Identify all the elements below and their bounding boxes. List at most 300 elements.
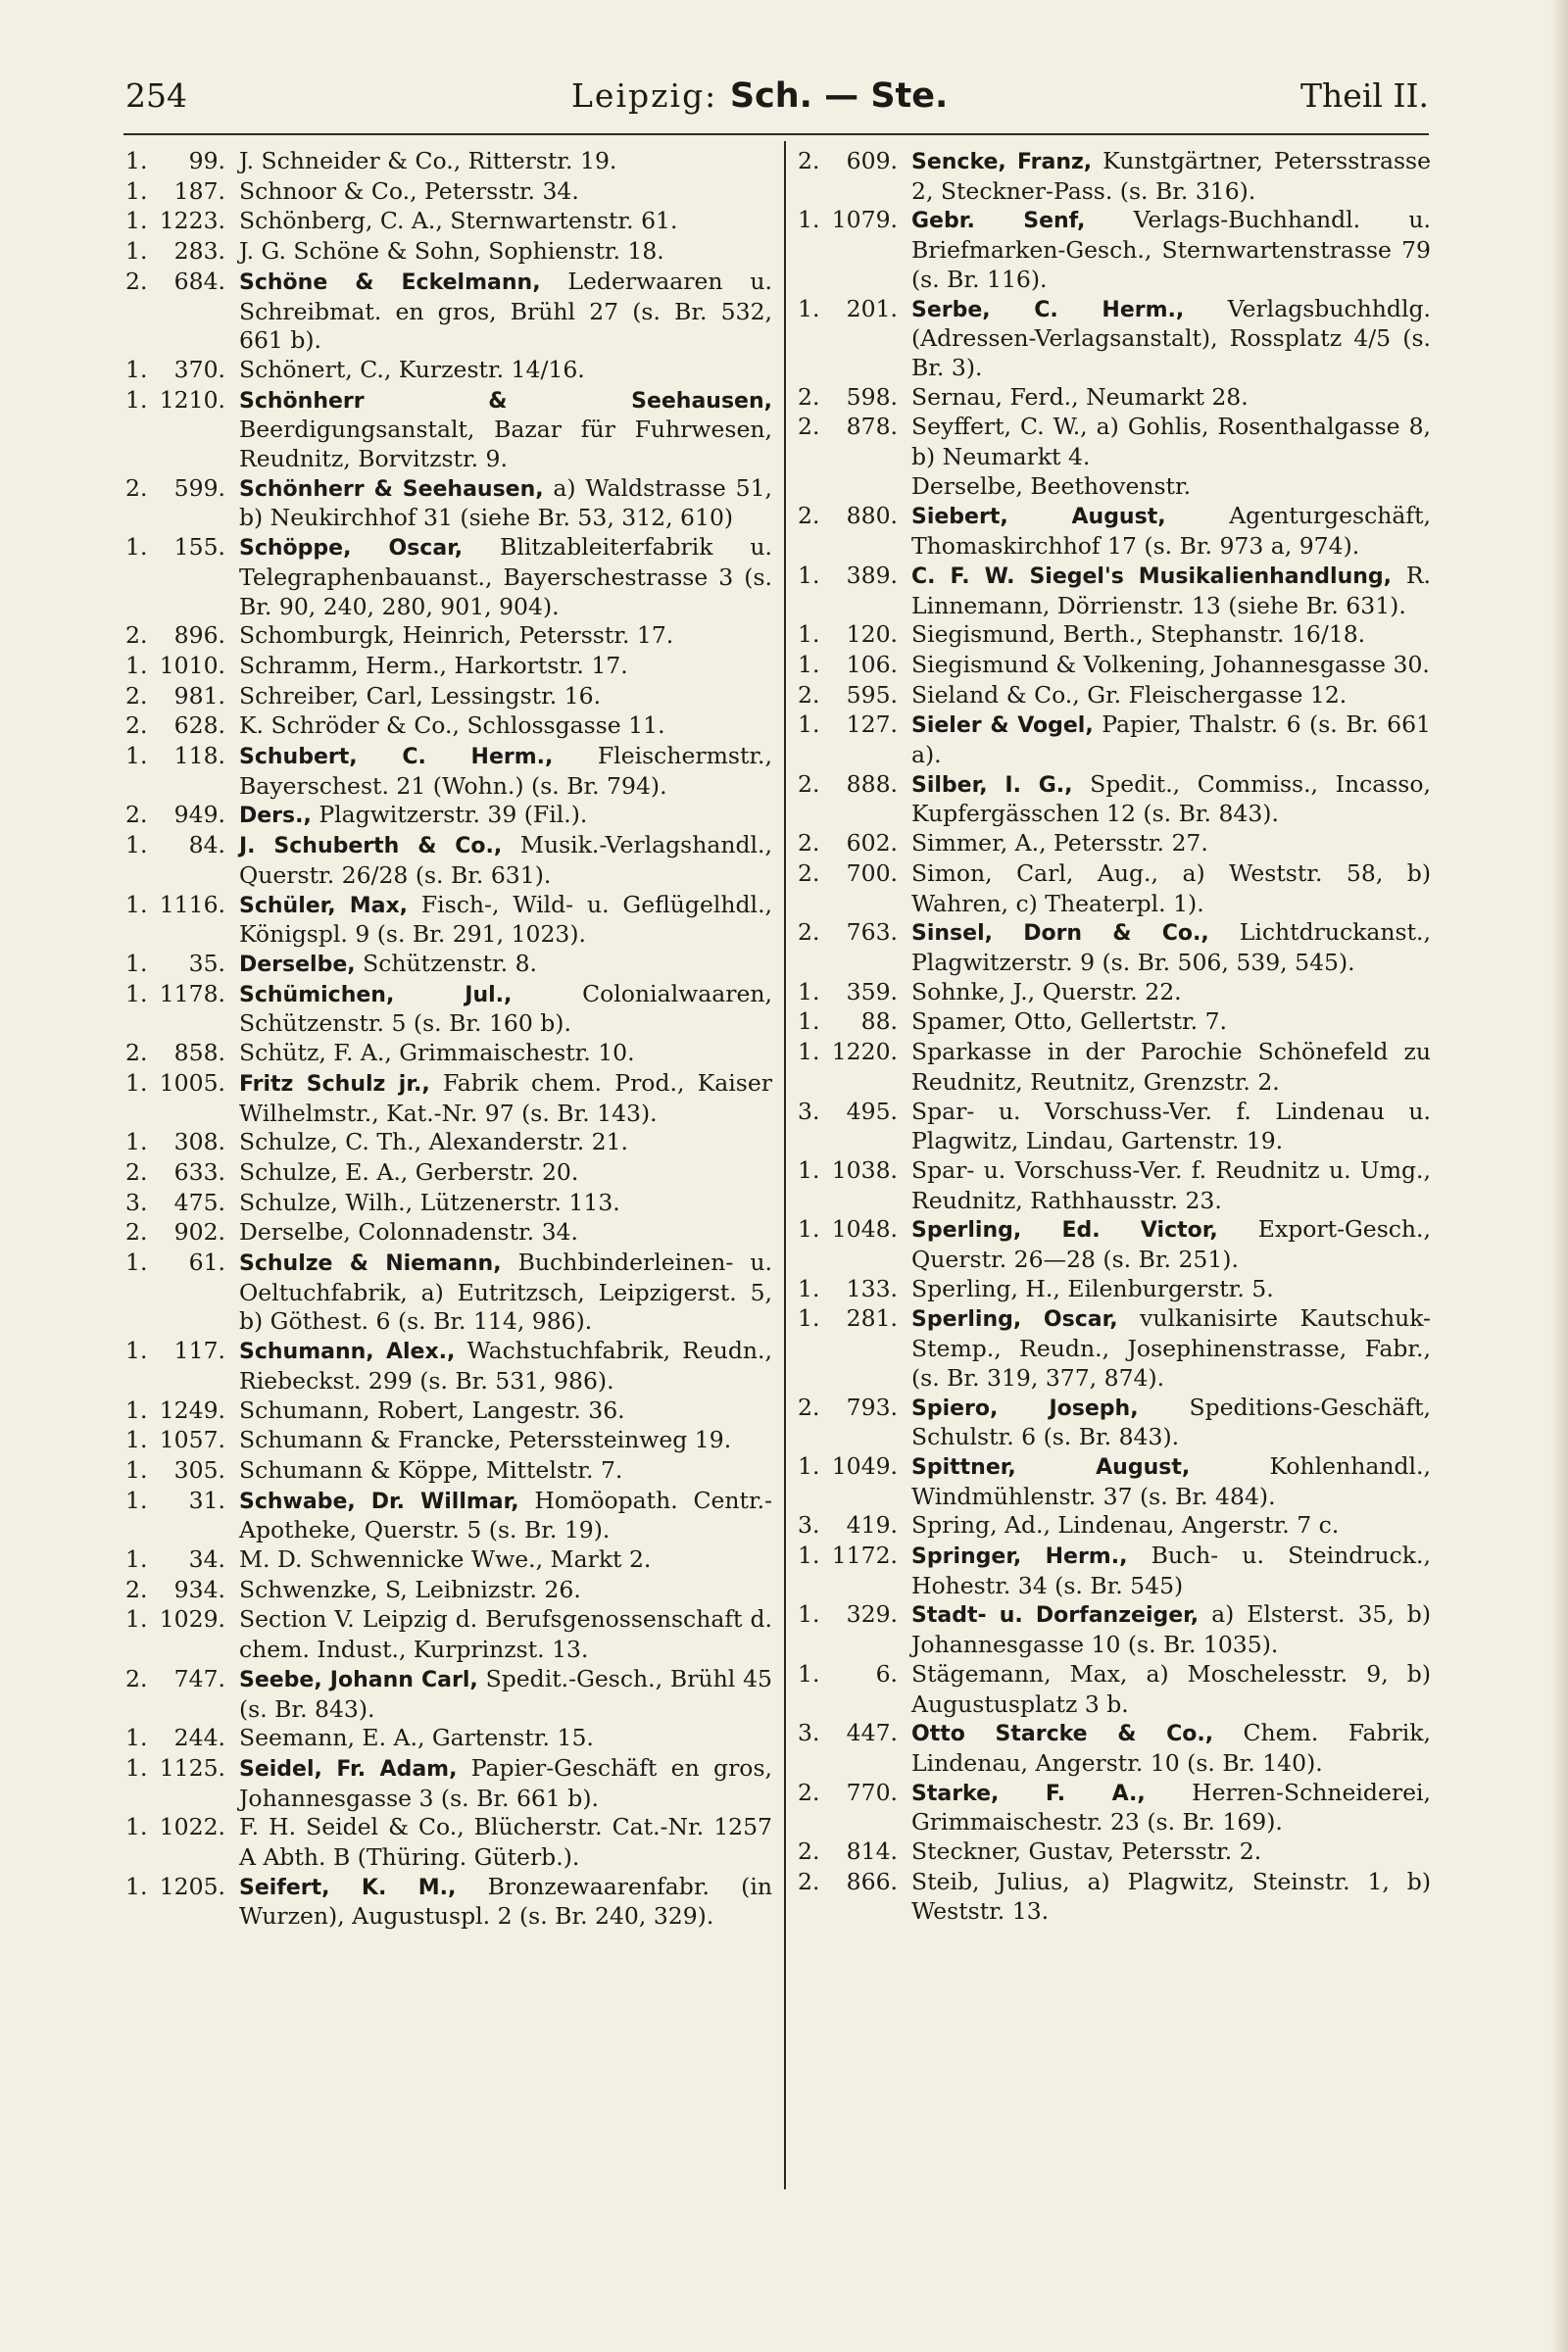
- entry-number: 1029.: [159, 1605, 225, 1634]
- entry-text: [239, 1754, 772, 1813]
- directory-entry: [798, 1304, 1431, 1393]
- entry-firm-name: Schöne & Eckelmann,: [239, 270, 541, 295]
- entry-number: 389.: [846, 561, 898, 589]
- entry-zone: 1.: [125, 1068, 148, 1097]
- entry-details: Schreiber, Carl, Lessingstr. 16.: [239, 681, 602, 710]
- entry-number: 934.: [173, 1575, 225, 1603]
- entry-details: J. G. Schöne & Sohn, Sophienstr. 18.: [239, 237, 664, 266]
- entry-zone: 1.: [125, 533, 148, 562]
- entry-details: Schnoor & Co., Petersstr. 34.: [239, 176, 579, 205]
- entry-details: Colonialwaaren, Schützenstr. 5 (s. Br. 160 b).: [239, 979, 772, 1038]
- directory-entry: [798, 1868, 1431, 1927]
- entry-text: [911, 1779, 1431, 1838]
- entry-details: Schumann & Köppe, Mittelstr. 7.: [239, 1455, 623, 1484]
- entry-number: 1116.: [159, 890, 225, 918]
- entry-zone: [798, 472, 825, 503]
- entry-details: Agenturgeschäft, Thomaskirchhof 17 (s. Br. 973 a, 974).: [911, 502, 1431, 561]
- entry-details: Schulze, Wilh., Lützenerstr. 113.: [239, 1188, 620, 1216]
- entry-text: [911, 1838, 1431, 1868]
- entry-details: F. H. Seidel & Co., Blücherstr. Cat.-Nr. 1257 A Abth. B (Thüring. Güterb.).: [239, 1813, 772, 1872]
- entry-details: Verlags-Buchhandl. u. Briefmarken-Gesch., Sternwartenstrasse 79 (s. Br. 116).: [911, 206, 1431, 293]
- entry-zone: 2.: [798, 1838, 820, 1866]
- directory-entry: [125, 147, 772, 177]
- entry-details: Speditions-Geschäft, Schulstr. 6 (s. Br. 843).: [911, 1393, 1432, 1451]
- directory-entry: [798, 620, 1431, 651]
- entry-firm-name: Gebr. Senf,: [911, 209, 1086, 234]
- entry-number: 88.: [860, 1007, 898, 1036]
- entry-zone: 1.: [798, 1155, 820, 1184]
- entry-details: Fabrik chem. Prod., Kaiser Wilhelmstr., Kat.-Nr. 97 (s. Br. 143).: [239, 1068, 772, 1127]
- entry-number: 793.: [846, 1393, 898, 1421]
- right-column: [798, 147, 1431, 1927]
- entry-text: [239, 1813, 772, 1872]
- entry-firm-name: Spittner, August,: [911, 1454, 1191, 1480]
- entry-details: Fisch-, Wild- u. Geflügelhdl., Königspl. 9 (s. Br. 291, 1023).: [239, 890, 773, 949]
- entry-details: J. Schneider & Co., Ritterstr. 19.: [239, 147, 617, 174]
- directory-entry: [125, 831, 772, 890]
- entry-number: 370.: [173, 355, 225, 383]
- entry-number: 201.: [846, 294, 898, 322]
- directory-entry: [125, 950, 772, 980]
- directory-entry: [798, 562, 1431, 620]
- entry-firm-name: J. Schuberth & Co.,: [239, 834, 503, 859]
- entry-firm-name: Ders.,: [239, 804, 312, 829]
- entry-number: 31.: [188, 1486, 225, 1514]
- entry-number: 1220.: [831, 1038, 898, 1066]
- directory-entry: [125, 177, 772, 208]
- directory-entry: [798, 1542, 1431, 1600]
- entry-text: [911, 978, 1431, 1008]
- entry-number: 118.: [173, 742, 225, 770]
- entry-zone: 2.: [125, 1157, 148, 1186]
- entry-firm-name: Schönherr & Seehausen,: [239, 388, 772, 414]
- entry-zone: 1.: [125, 1486, 148, 1514]
- entry-zone: 3.: [125, 1188, 148, 1216]
- entry-zone: 1.: [798, 710, 820, 739]
- entry-number: 858.: [173, 1039, 225, 1067]
- entry-details: M. D. Schwennicke Wwe., Markt 2.: [239, 1545, 652, 1574]
- entry-text: [239, 831, 772, 890]
- entry-zone: 1.: [125, 1249, 148, 1277]
- directory-entry: [125, 1665, 772, 1724]
- entry-text: [239, 1039, 772, 1069]
- entry-details: Seyffert, C. W., a) Gohlis, Rosenthalgasse 8, b) Neumarkt 4.: [911, 413, 1431, 471]
- entry-details: vulkanisirte Kautschuk-Stemp., Reudn., Josephinenstrasse, Fabr., (s. Br. 319, 377, 874).: [911, 1304, 1431, 1392]
- entry-number: 602.: [846, 829, 898, 858]
- entry-zone: 2.: [125, 473, 148, 502]
- directory-entry: [798, 1452, 1431, 1511]
- entry-text: [911, 710, 1431, 769]
- entry-details: Lederwaaren u. Schreibmat. en gros, Brühl 27 (s. Br. 532, 661 b).: [239, 267, 772, 355]
- directory-entry: [798, 1215, 1431, 1274]
- entry-number: 1210.: [159, 385, 225, 414]
- entry-zone: 1.: [798, 1451, 820, 1480]
- entry-details: Homöopath. Centr.-Apotheke, Querstr. 5 (s. Br. 19).: [239, 1486, 773, 1544]
- directory-entry: [798, 1007, 1431, 1038]
- directory-entry: [125, 207, 772, 237]
- entry-text: [911, 562, 1431, 620]
- entry-zone: 1.: [125, 949, 148, 977]
- directory-entry: [125, 1487, 772, 1545]
- entry-zone: 2.: [798, 858, 820, 887]
- entry-zone: 1.: [125, 1545, 148, 1574]
- entry-details: Schomburgk, Heinrich, Petersstr. 17.: [239, 621, 674, 650]
- entry-firm-name: Sperling, Ed. Victor,: [911, 1218, 1218, 1244]
- entry-number: 633.: [173, 1157, 225, 1186]
- directory-entry: [125, 1189, 772, 1219]
- part-label: Theil II.: [1300, 76, 1429, 115]
- entry-details: Spamer, Otto, Gellertstr. 7.: [911, 1007, 1227, 1036]
- entry-firm-name: Schumann, Alex.,: [239, 1340, 456, 1365]
- entry-zone: 1.: [125, 742, 148, 770]
- entry-number: 763.: [846, 918, 898, 947]
- entry-details: Herren-Schneiderei, Grimmaischestr. 23 (s. Br. 169).: [911, 1778, 1431, 1837]
- entry-number: 1049.: [831, 1451, 898, 1480]
- entry-firm-name: Schönherr & Seehausen,: [239, 476, 544, 502]
- entry-number: 283.: [173, 237, 225, 266]
- entry-details: Wachstuchfabrik, Reudn., Riebeckst. 299 (s. Br. 531, 986).: [239, 1337, 772, 1395]
- entry-text: [911, 1215, 1431, 1274]
- entry-zone: 1.: [125, 1872, 148, 1900]
- entry-text: [911, 502, 1431, 561]
- entry-firm-name: Springer, Herm.,: [911, 1544, 1128, 1570]
- entry-zone: 2.: [125, 711, 148, 740]
- entry-details: Sernau, Ferd., Neumarkt 28.: [911, 382, 1249, 411]
- entry-details: Sparkasse in der Parochie Schönefeld zu Reudnitz, Reutnitz, Grenzstr. 2.: [911, 1038, 1431, 1096]
- entry-zone: 1.: [125, 1396, 148, 1424]
- entry-zone: 2.: [798, 1778, 820, 1806]
- entry-number: 1079.: [831, 206, 898, 234]
- entry-zone: 2.: [798, 382, 820, 411]
- entry-text: [911, 829, 1431, 859]
- entry-zone: 3.: [798, 1511, 820, 1540]
- entry-text: [239, 801, 772, 831]
- entry-text: [239, 1456, 772, 1487]
- entry-number: 155.: [173, 533, 225, 562]
- entry-text: [239, 1069, 772, 1128]
- entry-zone: 1.: [125, 385, 148, 414]
- directory-entry: [125, 268, 772, 356]
- entry-firm-name: Sencke, Franz,: [911, 150, 1093, 174]
- entry-zone: 1.: [125, 1724, 148, 1752]
- directory-entry: [798, 770, 1431, 829]
- entry-firm-name: Siebert, August,: [911, 505, 1166, 530]
- entry-firm-name: Serbe, C. Herm.,: [911, 297, 1185, 322]
- entry-firm-name: Silber, I. G.,: [911, 772, 1073, 798]
- entry-details: Spar- u. Vorschuss-Ver. f. Lindenau u. Plagwitz, Lindau, Gartenstr. 19.: [911, 1097, 1431, 1155]
- entry-number: 35.: [188, 949, 225, 977]
- entry-zone: 1.: [125, 1337, 148, 1365]
- directory-entry: [125, 1249, 772, 1337]
- directory-entry: [798, 1600, 1431, 1659]
- entry-text: [911, 295, 1431, 383]
- entry-zone: 1.: [125, 979, 148, 1007]
- directory-entry: [125, 1158, 772, 1189]
- entry-text: [911, 1452, 1431, 1511]
- entry-zone: 1.: [125, 1426, 148, 1454]
- entry-zone: 1.: [798, 294, 820, 322]
- directory-entry: [798, 1779, 1431, 1838]
- entry-zone: 2.: [798, 769, 820, 798]
- entry-number: 281.: [846, 1304, 898, 1333]
- entry-text: [911, 383, 1431, 414]
- entry-zone: 1.: [125, 651, 148, 679]
- entry-zone: 1.: [798, 650, 820, 678]
- entry-zone: 1.: [798, 620, 820, 649]
- entry-text: [239, 1158, 772, 1189]
- entry-details: Seemann, E. A., Gartenstr. 15.: [239, 1724, 594, 1752]
- entry-number: 595.: [846, 680, 898, 709]
- entry-text: [239, 652, 772, 682]
- entry-details: Schramm, Herm., Harkortstr. 17.: [239, 651, 628, 679]
- entry-details: Schützenstr. 8.: [355, 949, 538, 977]
- entry-text: [911, 1098, 1431, 1156]
- entry-firm-name: Schubert, C. Herm.,: [239, 745, 554, 770]
- left-column: [125, 147, 772, 1932]
- entry-zone: 1.: [798, 1038, 820, 1066]
- entry-text: [911, 1600, 1431, 1659]
- directory-entry: [125, 1576, 772, 1606]
- directory-entry: [125, 682, 772, 712]
- entry-zone: 1.: [125, 1813, 148, 1841]
- entry-details: a) Waldstrasse 51, b) Neukirchhof 31 (siehe Br. 53, 312, 610): [239, 473, 772, 532]
- entry-details: Derselbe, Colonnadenstr. 34.: [239, 1218, 578, 1247]
- entry-firm-name: Otto Starcke & Co.,: [911, 1722, 1214, 1747]
- entry-number: 1038.: [831, 1155, 898, 1184]
- entry-firm-name: Schulze & Niemann,: [239, 1251, 502, 1277]
- entry-details: Buchbinderleinen- u. Oeltuchfabrik, a) Eutritzsch, Leipzigerst. 5, b) Göthest. 6 (s. Br. 114, 986).: [239, 1249, 772, 1336]
- entry-firm-name: Schüler, Max,: [239, 893, 408, 918]
- entry-zone: 1.: [125, 176, 148, 205]
- entry-details: R. Linnemann, Dörrienstr. 13 (siehe Br. 631).: [911, 561, 1431, 619]
- entry-details: Plagwitzerstr. 39 (Fil.).: [311, 801, 588, 829]
- entry-number: 1223.: [159, 207, 225, 235]
- entry-number: 609.: [846, 147, 898, 174]
- entry-firm-name: Derselbe,: [239, 952, 356, 977]
- entry-details: Spring, Ad., Lindenau, Angerstr. 7 c.: [911, 1511, 1340, 1540]
- entry-text: [911, 413, 1431, 471]
- entry-number: 1048.: [831, 1215, 898, 1244]
- entry-zone: 1.: [125, 1455, 148, 1484]
- entry-text: [911, 1304, 1431, 1393]
- directory-entry: [798, 206, 1431, 294]
- entry-details: Chem. Fabrik, Lindenau, Angerstr. 10 (s. Br. 140).: [911, 1719, 1431, 1777]
- entry-details: Steib, Julius, a) Plagwitz, Steinstr. 1, b) Weststr. 13.: [911, 1867, 1431, 1926]
- directory-entry: [125, 652, 772, 682]
- entry-text: [239, 356, 772, 386]
- entry-details: Simon, Carl, Aug., a) Weststr. 58, b) Wahren, c) Theaterpl. 1).: [911, 858, 1431, 917]
- entry-details: a) Elsterst. 35, b) Johannesgasse 10 (s. Br. 1035).: [911, 1600, 1431, 1659]
- directory-entry: [125, 1456, 772, 1487]
- directory-entry: [125, 356, 772, 386]
- entry-number: 1022.: [159, 1813, 225, 1841]
- entry-details: Bronzewaarenfabr. (in Wurzen), Augustuspl. 2 (s. Br. 240, 329).: [239, 1872, 773, 1931]
- directory-entry: [798, 978, 1431, 1008]
- directory-entry: [125, 474, 772, 533]
- column-divider: [784, 141, 786, 2189]
- entry-details: K. Schröder & Co., Schlossgasse 11.: [239, 711, 665, 740]
- entry-text: [239, 1426, 772, 1456]
- directory-entry: [125, 1039, 772, 1069]
- entry-text: [239, 621, 772, 652]
- directory-entry: [125, 1426, 772, 1456]
- entry-details: Schütz, F. A., Grimmaischestr. 10.: [239, 1039, 635, 1067]
- entry-number: 981.: [173, 681, 225, 710]
- entry-text: [239, 1487, 772, 1545]
- entry-text: [239, 1337, 772, 1396]
- entry-details: Siegismund, Berth., Stephanstr. 16/18.: [911, 620, 1366, 649]
- entry-details: Verlagsbuchhdlg. (Adressen-Verlagsanstalt), Rossplatz 4/5 (s. Br. 3).: [911, 294, 1431, 381]
- entry-text: [911, 1660, 1431, 1719]
- entry-text: [911, 1007, 1431, 1038]
- entry-number: 888.: [846, 769, 898, 798]
- entry-number: 106.: [846, 650, 898, 678]
- directory-entry: [125, 1545, 772, 1576]
- directory-entry: [798, 1838, 1431, 1868]
- entry-firm-name: Schöppe, Oscar,: [239, 536, 464, 562]
- entry-firm-name: Stadt- u. Dorfanzeiger,: [911, 1603, 1200, 1629]
- entry-text: [911, 770, 1431, 829]
- entry-number: 628.: [173, 711, 225, 740]
- entry-number: 880.: [846, 502, 898, 530]
- directory-entry: [798, 1511, 1431, 1542]
- entry-text: [911, 859, 1431, 918]
- entry-firm-name: Seifert, K. M.,: [239, 1875, 457, 1900]
- entry-number: 34.: [188, 1545, 225, 1574]
- entry-zone: 1.: [798, 1304, 820, 1333]
- entry-text: [239, 711, 772, 742]
- directory-entry: [125, 621, 772, 652]
- entry-zone: 2.: [125, 681, 148, 710]
- entry-zone: 2.: [125, 1575, 148, 1603]
- entry-details: Simmer, A., Petersstr. 27.: [911, 829, 1208, 858]
- entry-text: [239, 1249, 772, 1337]
- entry-zone: 2.: [798, 1867, 820, 1895]
- entry-firm-name: Seebe, Johann Carl,: [239, 1667, 478, 1692]
- directory-entry: [125, 1218, 772, 1249]
- directory-entry: [125, 980, 772, 1039]
- entry-details: Section V. Leipzig d. Berufsgenossenschaft d. chem. Indust., Kurprinzst. 13.: [239, 1605, 772, 1664]
- entry-number: 419.: [846, 1511, 898, 1540]
- entry-number: 1172.: [831, 1542, 898, 1570]
- entry-text: [911, 1394, 1431, 1452]
- entry-zone: 2.: [798, 1393, 820, 1421]
- entry-number: 747.: [173, 1664, 225, 1692]
- directory-entry: [798, 502, 1431, 561]
- entry-details: Siegismund & Volkening, Johannesgasse 30.: [911, 650, 1430, 678]
- entry-number: 814.: [846, 1838, 898, 1866]
- entry-text: [239, 950, 772, 980]
- entry-number: 1010.: [159, 651, 225, 679]
- entry-text: [911, 472, 1431, 503]
- entry-zone: 1.: [798, 206, 820, 234]
- entry-details: Blitzableiterfabrik u. Telegraphenbauanst., Bayerschestrasse 3 (s. Br. 90, 240, 280, 901, 904).: [239, 533, 772, 620]
- alphabet-range: Sch. — Ste.: [729, 76, 949, 116]
- entry-zone: 1.: [125, 147, 148, 174]
- entry-text: [911, 1542, 1431, 1600]
- entry-details: Stägemann, Max, a) Moschelesstr. 9, b) Augustusplatz 3 b.: [911, 1659, 1431, 1718]
- entry-text: [239, 237, 772, 268]
- entry-number: 329.: [846, 1600, 898, 1629]
- entry-details: Sieland & Co., Gr. Fleischergasse 12.: [911, 680, 1348, 709]
- entry-zone: 1.: [798, 1274, 820, 1302]
- directory-entry: [125, 1069, 772, 1128]
- entry-firm-name: Spiero, Joseph,: [911, 1396, 1139, 1421]
- directory-entry: [125, 237, 772, 268]
- entry-firm-name: Fritz Schulz jr.,: [239, 1071, 430, 1097]
- entry-number: 244.: [173, 1724, 225, 1752]
- entry-firm-name: Schümichen, Jul.,: [239, 982, 513, 1007]
- entry-number: 359.: [846, 977, 898, 1005]
- directory-entry: [125, 1605, 772, 1664]
- entry-details: Lichtdruckanst., Plagwitzerstr. 9 (s. Br. 506, 539, 545).: [911, 918, 1431, 976]
- entry-zone: 1.: [798, 1542, 820, 1570]
- directory-entry: [798, 1156, 1431, 1215]
- entry-text: [911, 918, 1431, 977]
- entry-details: Kohlenhandl., Windmühlenstr. 37 (s. Br. 484).: [911, 1451, 1431, 1510]
- entry-number: 120.: [846, 620, 898, 649]
- entry-number: 949.: [173, 801, 225, 829]
- entry-details: Spar- u. Vorschuss-Ver. f. Reudnitz u. Umg., Reudnitz, Rathhausstr. 23.: [911, 1155, 1431, 1214]
- entry-details: Beerdigungsanstalt, Bazar für Fuhrwesen, Reudnitz, Borvitzstr. 9.: [239, 416, 772, 473]
- entry-text: [911, 1868, 1431, 1927]
- entry-details: Schönberg, C. A., Sternwartenstr. 61.: [239, 207, 678, 235]
- entry-details: Sperling, H., Eilenburgerstr. 5.: [911, 1274, 1274, 1302]
- entry-details: Schönert, C., Kurzestr. 14/16.: [239, 355, 585, 383]
- entry-zone: 1.: [798, 1007, 820, 1036]
- entry-number: 127.: [846, 710, 898, 739]
- entry-number: 187.: [173, 176, 225, 205]
- entry-text: [911, 147, 1431, 206]
- entry-text: [911, 1719, 1431, 1778]
- entry-zone: 2.: [125, 1039, 148, 1067]
- entry-text: [911, 1511, 1431, 1542]
- entry-zone: 2.: [125, 801, 148, 829]
- entry-text: [239, 980, 772, 1039]
- entry-details: Schumann, Robert, Langestr. 36.: [239, 1396, 625, 1424]
- entry-details: Spedit.-Gesch., Brühl 45 (s. Br. 843).: [239, 1664, 773, 1723]
- entry-details: Papier, Thalstr. 6 (s. Br. 661 a).: [911, 710, 1431, 769]
- entry-number: 902.: [173, 1218, 225, 1247]
- directory-entry: [798, 859, 1431, 918]
- entry-text: [911, 1156, 1431, 1215]
- entry-text: [911, 1038, 1431, 1097]
- entry-text: [239, 268, 772, 356]
- entry-text: [239, 533, 772, 621]
- entry-number: 495.: [846, 1097, 898, 1125]
- entry-number: 1125.: [159, 1753, 225, 1782]
- entry-number: 684.: [173, 267, 225, 295]
- entry-zone: 2.: [125, 621, 148, 650]
- entry-text: [911, 681, 1431, 711]
- entry-number: 447.: [846, 1719, 898, 1747]
- entry-text: [911, 651, 1431, 681]
- entry-number: 1005.: [159, 1068, 225, 1097]
- directory-entry: [125, 1337, 772, 1396]
- entry-text: [911, 1275, 1431, 1305]
- entry-details: Kunstgärtner, Petersstrasse 2, Steckner-Pass. (s. Br. 316).: [911, 147, 1432, 205]
- directory-entry: [125, 1724, 772, 1754]
- directory-entry: [798, 1719, 1431, 1778]
- directory-entry: [798, 472, 1431, 503]
- entry-text: [239, 177, 772, 208]
- page-edge: [1550, 0, 1568, 2352]
- entry-zone: 2.: [125, 1218, 148, 1247]
- entry-details: Schulze, E. A., Gerberstr. 20.: [239, 1157, 579, 1186]
- directory-entry: [798, 383, 1431, 414]
- entry-zone: 1.: [125, 1753, 148, 1782]
- entry-text: [911, 620, 1431, 651]
